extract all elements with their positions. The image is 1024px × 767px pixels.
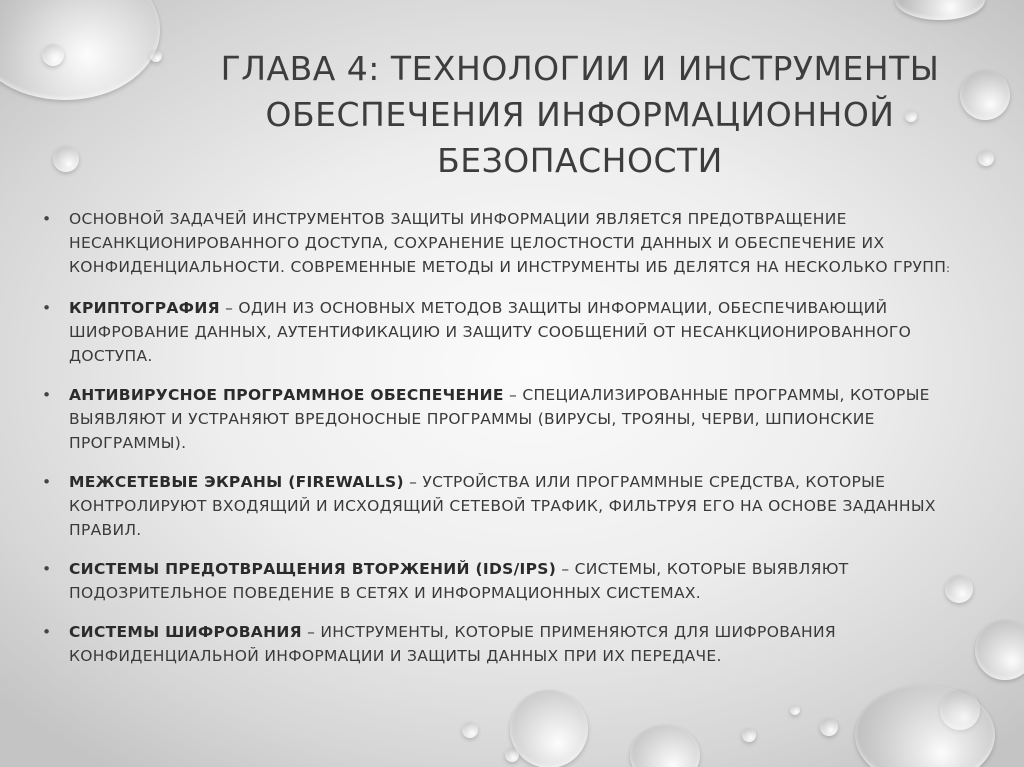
bullet-term: КРИПТОГРАФИЯ xyxy=(69,299,220,317)
water-drop xyxy=(975,620,1024,680)
bullet-antivirus xyxy=(42,383,972,455)
water-drop xyxy=(510,690,588,767)
bullet-term: АНТИВИРУСНОЕ ПРОГРАММНОЕ ОБЕСПЕЧЕНИЕ xyxy=(69,386,504,404)
bullet-text: – УСТРОЙСТВА ИЛИ ПРОГРАММНЫЕ СРЕДСТВА, КОТОРЫЕ КОНТРОЛИРУЮТ ВХОДЯЩИЙ И ИСХОДЯЩИЙ СЕТЕВОЙ ТРАФИК, ФИЛЬТРУЯ ЕГО НА ОСНОВЕ ЗАДАННЫХ ПРАВИЛ. xyxy=(69,473,936,539)
bullet-intro xyxy=(42,207,972,281)
bullet-cryptography xyxy=(42,296,972,368)
bullet-text: – ОДИН ИЗ ОСНОВНЫХ МЕТОДОВ ЗАЩИТЫ ИНФОРМАЦИИ, ОБЕСПЕЧИВАЮЩИЙ ШИФРОВАНИЕ ДАННЫХ, АУТЕНТИФИКАЦИЮ И ЗАЩИТУ СООБЩЕНИЙ ОТ НЕСАНКЦИОНИРОВАННОГО ДОСТУПА. xyxy=(69,299,912,365)
slide-title: ГЛАВА 4: ТЕХНОЛОГИИ И ИНСТРУМЕНТЫ ОБЕСПЕЧЕНИЯ ИНФОРМАЦИОННОЙ БЕЗОПАСНОСТИ xyxy=(220,49,940,180)
bullet-encryption-systems xyxy=(42,620,972,668)
water-drop xyxy=(53,146,79,172)
bullet-term: СИСТЕМЫ ПРЕДОТВРАЩЕНИЯ ВТОРЖЕНИЙ (IDS/IPS) xyxy=(69,560,557,578)
bullet-ids-ips xyxy=(42,557,972,605)
water-drop xyxy=(742,728,756,742)
bullet-text: – СИСТЕМЫ, КОТОРЫЕ ВЫЯВЛЯЮТ ПОДОЗРИТЕЛЬНОЕ ПОВЕДЕНИЕ В СЕТЯХ И ИНФОРМАЦИОННЫХ СИСТЕМАХ. xyxy=(69,560,849,602)
water-drop xyxy=(630,725,700,767)
water-drop xyxy=(462,722,478,738)
water-drop xyxy=(790,705,800,715)
water-drop xyxy=(505,748,519,762)
intro-text: ОСНОВНОЙ ЗАДАЧЕЙ ИНСТРУМЕНТОВ ЗАЩИТЫ ИНФОРМАЦИИ ЯВЛЯЕТСЯ ПРЕДОТВРАЩЕНИЕ НЕСАНКЦИОНИРОВАННОГО ДОСТУПА, СОХРАНЕНИЕ ЦЕЛОСТНОСТИ ДАННЫХ И ОБЕСПЕЧЕНИЕ ИХ КОНФИДЕНЦИАЛЬНОСТИ. СОВРЕМЕННЫЕ МЕТОДЫ И ИНСТРУМЕНТЫ ИБ ДЕЛЯТСЯ НА НЕСКОЛЬКО ГРУПП xyxy=(69,210,947,276)
water-drop xyxy=(820,718,838,736)
bullet-term: МЕЖСЕТЕВЫЕ ЭКРАНЫ (FIREWALLS) xyxy=(69,473,404,491)
bullet-list xyxy=(42,207,972,683)
intro-tail: : xyxy=(946,262,951,275)
water-drop xyxy=(895,0,985,20)
water-drop xyxy=(0,0,160,100)
bullet-text: – ИНСТРУМЕНТЫ, КОТОРЫЕ ПРИМЕНЯЮТСЯ ДЛЯ ШИФРОВАНИЯ КОНФИДЕНЦИАЛЬНОЙ ИНФОРМАЦИИ И ЗАЩИТЫ ДАННЫХ ПРИ ИХ ПЕРЕДАЧЕ. xyxy=(69,623,836,665)
water-drop xyxy=(42,44,64,66)
bullet-term: СИСТЕМЫ ШИФРОВАНИЯ xyxy=(69,623,302,641)
water-drop xyxy=(940,690,980,730)
bullet-firewalls xyxy=(42,470,972,542)
bullet-text: – СПЕЦИАЛИЗИРОВАННЫЕ ПРОГРАММЫ, КОТОРЫЕ ВЫЯВЛЯЮТ И УСТРАНЯЮТ ВРЕДОНОСНЫЕ ПРОГРАММЫ (ВИРУСЫ, ТРОЯНЫ, ЧЕРВИ, ШПИОНСКИЕ ПРОГРАММЫ). xyxy=(69,386,930,452)
water-drop xyxy=(855,685,995,767)
